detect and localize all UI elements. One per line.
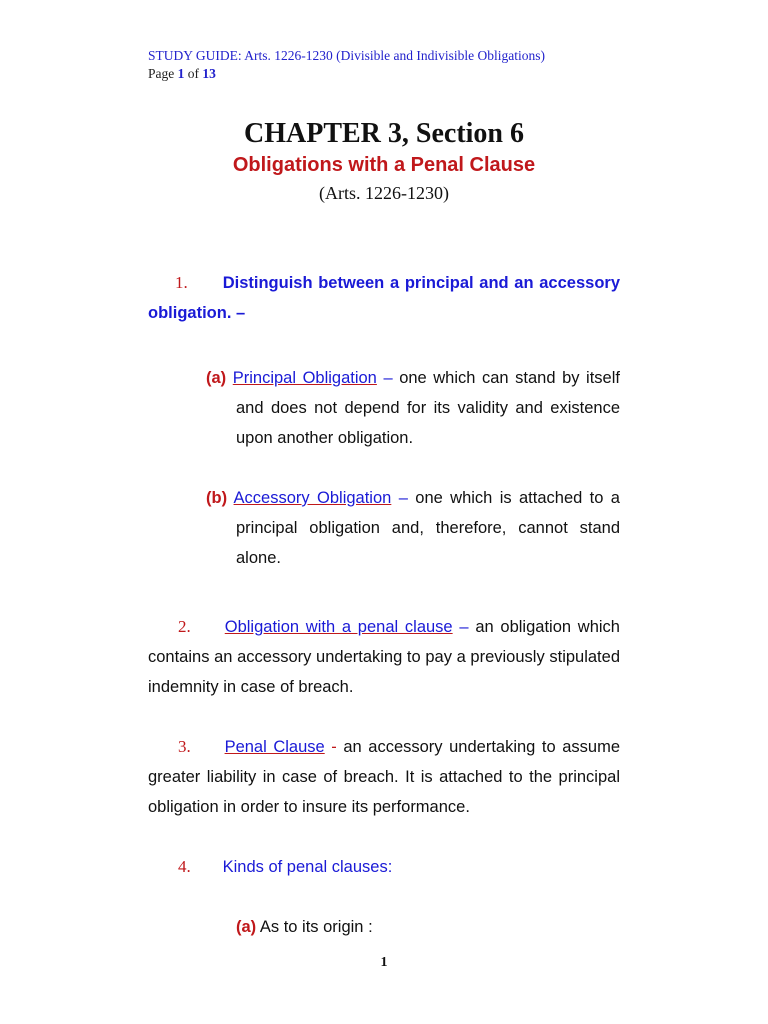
term-penal-clause: Penal Clause <box>224 738 325 756</box>
page-footer-number: 1 <box>380 955 388 970</box>
definition-text: an accessory undertaking to assume greater liability in case of breach. It is attached to the principal obligation in order to insure its performance. <box>148 738 621 816</box>
item-text: Distinguish between a principal and an accessory obligation. – <box>148 274 620 322</box>
definition-text: one which can stand by itself and does not depend for its validity and existence upon another obligation. <box>236 369 620 447</box>
item-number: 3. <box>178 737 191 756</box>
item-1b: (b) Accessory Obligation – one which is attached to a principal obligation and, therefore, cannot stand alone. <box>206 489 620 567</box>
item-4a <box>236 912 620 942</box>
item-2: 2. Obligation with a penal clause – an obligation which contains an accessory undertaking to pay a previously stipulated indemnity in case of breach. <box>148 612 620 702</box>
item-4 <box>148 852 620 882</box>
page-indicator: Page 1 of 13 <box>148 66 216 81</box>
term-accessory-obligation: Accessory Obligation <box>233 489 392 507</box>
item-label: (a) <box>236 918 257 936</box>
item-label: (a) <box>206 369 227 387</box>
item-3: 3. Penal Clause - an accessory undertaking to assume greater liability in case of breach. It is attached to the principal obligation in order to insure its performance. <box>148 732 620 822</box>
item-label: (b) <box>206 489 228 507</box>
item-number: 1. <box>175 273 188 292</box>
item-text: Kinds of penal clauses: <box>222 858 393 876</box>
chapter-heading: CHAPTER 3, Section 6 <box>244 118 524 149</box>
articles-range: (Arts. 1226-1230) <box>319 183 449 203</box>
item-number: 2. <box>178 617 191 636</box>
item-number: 4. <box>178 857 191 876</box>
term-principal-obligation: Principal Obligation <box>232 369 377 387</box>
item-1a: (a) Principal Obligation – one which can stand by itself and does not depend for its validity and existence upon another obligation. <box>206 369 620 447</box>
item-1 <box>148 268 620 328</box>
definition-text: one which is attached to a principal obligation and, therefore, cannot stand alone. <box>236 489 620 567</box>
page-total: 13 <box>202 66 216 81</box>
item-text: As to its origin : <box>259 918 373 936</box>
section-subtitle: Obligations with a Penal Clause <box>232 154 536 176</box>
page-current: 1 <box>177 66 185 81</box>
term-obligation-penal-clause: Obligation with a penal clause <box>224 618 453 636</box>
document-header <box>148 47 545 83</box>
definition-text: an obligation which contains an accessory undertaking to pay a previously stipulated indemnity in case of breach. <box>148 618 620 696</box>
study-guide-title: STUDY GUIDE: Arts. 1226-1230 (Divisible and Indivisible Obligations) <box>148 48 545 63</box>
